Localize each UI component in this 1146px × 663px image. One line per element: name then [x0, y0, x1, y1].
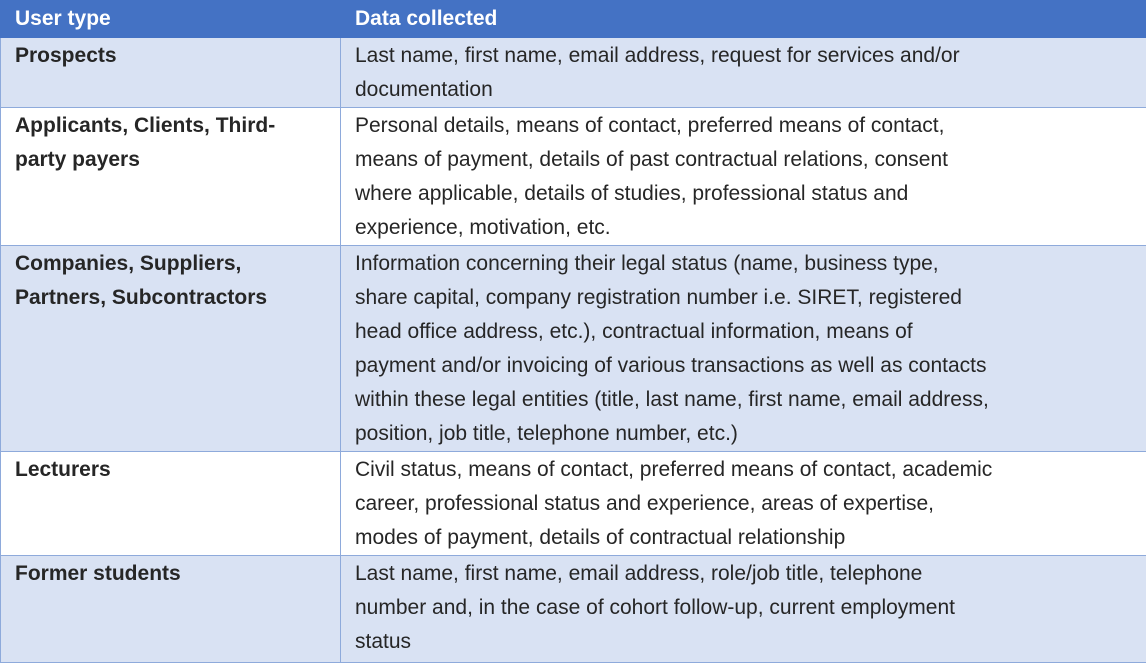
table-row: [1, 452, 1146, 556]
user-type-cell: Former students: [1, 556, 341, 663]
header-data-collected: Data collected: [341, 1, 1146, 38]
user-type-cell: Applicants, Clients, Third- party payers: [1, 108, 341, 246]
table-row: [1, 556, 1146, 663]
table-header-row: [1, 1, 1146, 38]
user-type-cell: Companies, Suppliers, Partners, Subcontractors: [1, 246, 341, 452]
table-row: [1, 38, 1146, 108]
data-collected-cell: Information concerning their legal status (name, business type, share capital, company registration number i.e. SIRET, registered head office address, etc.), contractual information, means of payment and/or invoicing of various transactions as well as contacts within these legal entities (title, last name, first name, email address, position, job title, telephone number, etc.): [341, 246, 1146, 452]
data-collected-cell: Personal details, means of contact, preferred means of contact, means of payment, details of past contractual relations, consent where applicable, details of studies, professional status and experience, motivation, etc.: [341, 108, 1146, 246]
data-collected-cell: Civil status, means of contact, preferred means of contact, academic career, professional status and experience, areas of expertise, modes of payment, details of contractual relationship: [341, 452, 1146, 556]
header-user-type: User type: [1, 1, 341, 38]
user-type-cell: Lecturers: [1, 452, 341, 556]
table-row: [1, 246, 1146, 452]
user-type-cell: Prospects: [1, 38, 341, 108]
table-row: [1, 108, 1146, 246]
data-collected-cell: Last name, first name, email address, role/job title, telephone number and, in the case of cohort follow-up, current employment status: [341, 556, 1146, 663]
data-collected-cell: Last name, first name, email address, request for services and/or documentation: [341, 38, 1146, 108]
